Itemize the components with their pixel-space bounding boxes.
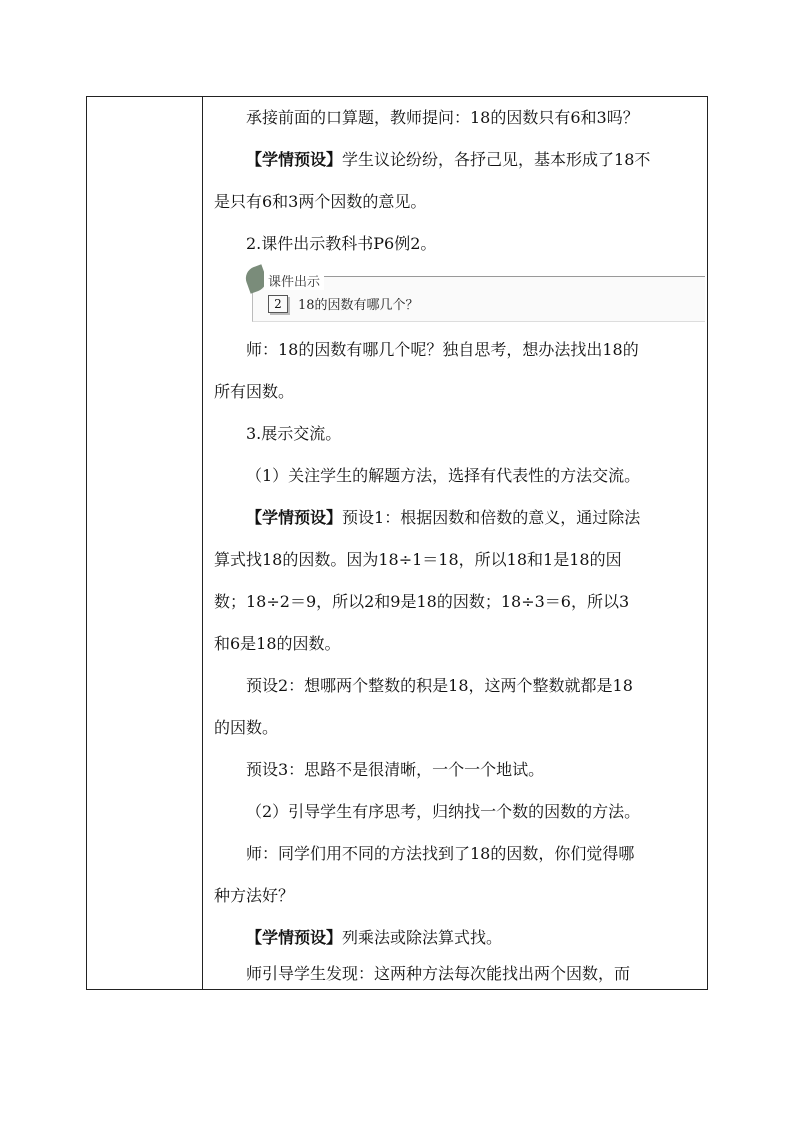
paragraph-line: 和6是18的因数。 — [214, 634, 341, 653]
paragraph-line: 预设3：思路不是很清晰，一个一个地试。 — [246, 760, 545, 779]
paragraph-line: （2）引导学生有序思考，归纳找一个数的因数的方法。 — [246, 802, 641, 821]
paragraph-line: 2.课件出示教科书P6例2。 — [246, 234, 437, 253]
courseware-callout — [246, 267, 704, 323]
paragraph-line: 种方法好？ — [214, 886, 295, 905]
callout-question: 18的因数有哪几个？ — [298, 298, 419, 313]
paragraph-line: 是只有6和3两个因数的意见。 — [214, 192, 427, 211]
callout-title: 课件出示 — [264, 271, 324, 290]
paragraph-line: 【学情预设】学生议论纷纷，各抒己见，基本形成了18不 — [246, 150, 651, 169]
preview-tag: 【学情预设】 — [246, 150, 343, 169]
preview-tag: 【学情预设】 — [246, 928, 343, 947]
lesson-table — [86, 96, 708, 990]
paragraph-line: 预设2：想哪两个整数的积是18，这两个整数就都是18 — [246, 676, 633, 695]
example-number: 2 — [268, 295, 288, 313]
paragraph-line: 的因数。 — [214, 718, 279, 737]
paragraph-line: 【学情预设】列乘法或除法算式找。 — [246, 928, 503, 947]
paragraph-line: 【学情预设】预设1：根据因数和倍数的意义，通过除法 — [246, 508, 641, 527]
paragraph-line: 师引导学生发现：这两种方法每次能找出两个因数，而 — [246, 964, 631, 983]
paragraph-line: （1）关注学生的解题方法，选择有代表性的方法交流。 — [246, 466, 641, 485]
paragraph-line: 数；18÷2＝9，所以2和9是18的因数；18÷3＝6，所以3 — [214, 592, 630, 611]
paragraph-line: 师：同学们用不同的方法找到了18的因数，你们觉得哪 — [246, 844, 635, 863]
paragraph-line: 算式找18的因数。因为18÷1＝18，所以18和1是18的因 — [214, 550, 622, 569]
paragraph-line: 师：18的因数有哪几个呢？独自思考，想办法找出18的 — [246, 340, 639, 359]
paragraph-line: 3.展示交流。 — [246, 424, 342, 443]
paragraph-line: 承接前面的口算题，教师提问：18的因数只有6和3吗？ — [246, 108, 639, 127]
paragraph-line: 所有因数。 — [214, 382, 295, 401]
left-column — [87, 97, 203, 989]
preview-tag: 【学情预设】 — [246, 508, 343, 527]
